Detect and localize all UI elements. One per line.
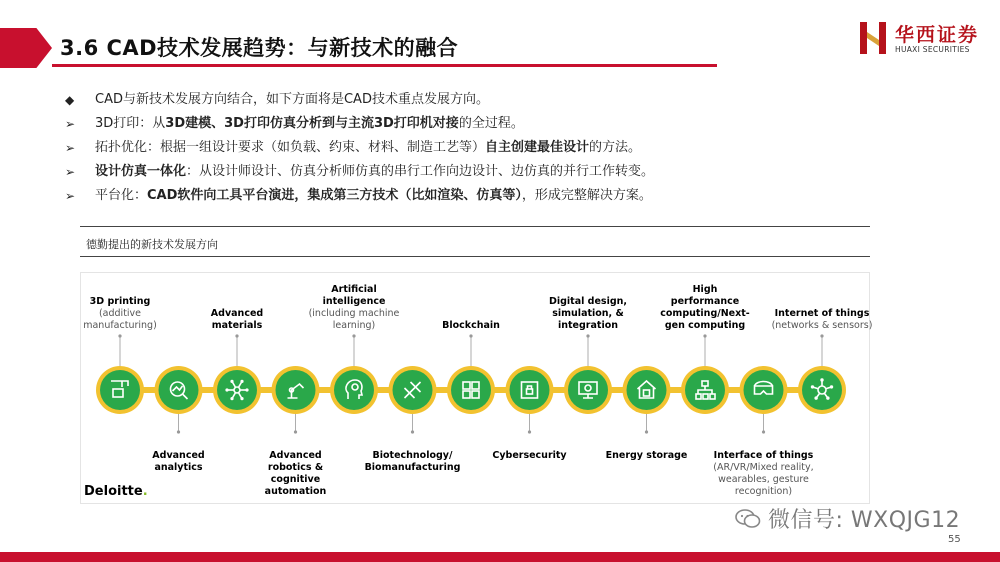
arrow-bullet-icon: ➢ — [65, 117, 76, 131]
node-subtitle: recognition) — [734, 486, 793, 497]
node-title: 3D printing — [89, 296, 151, 307]
connector-dot — [235, 334, 238, 337]
node-subtitle: (AR/VR/Mixed reality, — [713, 462, 814, 473]
node-disc — [568, 370, 608, 410]
node-title: Artificial — [331, 284, 377, 295]
connector-dot — [528, 430, 531, 433]
bullet-emphasis: 设计仿真一体化 — [95, 164, 187, 179]
node-disc — [802, 370, 842, 410]
node-label — [592, 450, 702, 462]
title-underline — [52, 64, 717, 67]
node-title: Interface of things — [713, 450, 814, 461]
bullet-plain-text: 的全过程。 — [458, 116, 524, 131]
connector-dot — [411, 430, 414, 433]
node-label — [416, 320, 526, 332]
node-title: intelligence — [322, 296, 386, 307]
node-disc — [100, 370, 140, 410]
node-title: materials — [211, 320, 263, 331]
node-label — [182, 308, 292, 332]
technology-node — [272, 366, 320, 434]
technology-node — [447, 334, 495, 414]
node-title: automation — [264, 486, 327, 497]
node-label — [475, 450, 585, 462]
technology-node — [96, 334, 144, 414]
node-title: simulation, & — [552, 308, 624, 319]
node-title: analytics — [154, 462, 203, 473]
node-subtitle: (including machine — [308, 308, 400, 319]
node-title: Advanced — [210, 308, 264, 319]
caption-bottom-rule — [80, 256, 870, 257]
node-label — [241, 450, 351, 498]
connector-dot — [645, 430, 648, 433]
technology-node — [389, 366, 437, 434]
node-label — [533, 296, 643, 332]
node-title: High — [692, 284, 718, 295]
node-title: performance — [670, 296, 740, 307]
node-title: gen computing — [664, 320, 746, 331]
connector-dot — [820, 334, 823, 337]
technology-node — [213, 334, 261, 414]
arrow-bullet-icon: ➢ — [65, 141, 76, 155]
technology-node — [155, 366, 203, 434]
bullet-item — [65, 136, 825, 160]
bullet-text — [95, 112, 524, 136]
node-label — [650, 284, 760, 332]
page-number: 55 — [948, 534, 961, 545]
connector-dot — [352, 334, 355, 337]
bullet-emphasis: CAD软件向工具平台演进，集成第三方技术（比如渲染、仿真等） — [147, 188, 522, 203]
technology-node — [564, 334, 612, 414]
connector-dot — [703, 334, 706, 337]
caption-top-rule — [80, 226, 870, 227]
node-label — [358, 450, 468, 474]
connector-dot — [177, 430, 180, 433]
node-title: Blockchain — [442, 320, 500, 331]
bullet-plain-text: ，形成完整解决方案。 — [521, 188, 652, 203]
node-title: Biotechnology/ — [372, 450, 453, 461]
wechat-watermark: 微信号: WXQJG12 — [768, 508, 961, 533]
arrow-bullet-icon: ➢ — [65, 165, 76, 179]
bullet-text — [95, 160, 654, 184]
node-disc — [217, 370, 257, 410]
technology-node — [740, 366, 788, 434]
technology-node — [681, 334, 729, 414]
bullet-plain-text: CAD与新技术发展方向结合，如下方面将是CAD技术重点发展方向。 — [95, 92, 489, 107]
node-label — [767, 308, 877, 332]
bullet-plain-text: 平台化： — [95, 188, 148, 203]
technology-node — [330, 334, 378, 414]
bullet-plain-text: 的方法。 — [589, 140, 642, 155]
node-subtitle: manufacturing) — [83, 320, 157, 331]
technology-node — [623, 366, 671, 434]
node-disc — [510, 370, 550, 410]
node-disc — [451, 370, 491, 410]
bullet-plain-text: 3D打印：从 — [95, 116, 166, 131]
node-label — [709, 450, 819, 498]
node-label — [299, 284, 409, 332]
slide-title: 3.6 CAD技术发展趋势：与新技术的融合 — [60, 36, 459, 60]
node-label — [65, 296, 175, 332]
title-accent-bar — [0, 28, 52, 68]
logo-chinese-name: 华西证券 — [895, 24, 980, 46]
bullet-list — [65, 88, 825, 208]
node-title: Advanced — [152, 450, 205, 461]
connector-dot — [294, 430, 297, 433]
node-subtitle: (additive — [98, 308, 142, 319]
connector-dot — [118, 334, 121, 337]
diamond-bullet-icon: ◆ — [65, 93, 75, 107]
connector-dot — [469, 334, 472, 337]
connector-dot — [586, 334, 589, 337]
deloitte-name: Deloitte — [84, 484, 143, 499]
technology-node — [506, 366, 554, 434]
bullet-emphasis: 3D建模、3D打印仿真分析到与主流3D打印机对接 — [165, 116, 459, 131]
node-title: Advanced — [269, 450, 322, 461]
company-logo — [858, 20, 988, 60]
node-subtitle: wearables, gesture — [718, 474, 809, 485]
bullet-text — [95, 88, 489, 112]
bullet-item — [65, 88, 825, 112]
node-title: integration — [558, 320, 618, 331]
technology-node — [798, 334, 846, 414]
node-title: Digital design, — [548, 296, 628, 307]
technology-timeline — [80, 272, 873, 504]
node-title: Internet of things — [774, 308, 870, 319]
node-subtitle: (networks & sensors) — [771, 320, 873, 331]
node-title: Biomanufacturing — [364, 462, 461, 473]
node-title: Energy storage — [605, 450, 688, 461]
wechat-icon — [735, 509, 761, 529]
logo-english-name: HUAXI SECURITIES — [895, 45, 970, 54]
node-disc — [276, 370, 316, 410]
node-title: cognitive — [270, 474, 321, 485]
node-title: Cybersecurity — [492, 450, 567, 461]
bullet-text — [95, 184, 652, 208]
bullet-item — [65, 112, 825, 136]
connector-dot — [762, 430, 765, 433]
arrow-bullet-icon: ➢ — [65, 189, 76, 203]
deloitte-brand — [84, 484, 148, 499]
figure-caption: 德勤提出的新技术发展方向 — [86, 238, 218, 251]
bullet-plain-text: 拓扑优化：根据一组设计要求（如负载、约束、材料、制造工艺等） — [95, 140, 486, 155]
huaxi-logo-mark-icon — [858, 20, 888, 56]
footer-bar — [0, 552, 1000, 562]
bullet-plain-text: ：从设计师设计、仿真分析师仿真的串行工作向边设计、边仿真的并行工作转变。 — [186, 164, 655, 179]
node-title: robotics & — [267, 462, 324, 473]
bullet-text — [95, 136, 641, 160]
bullet-emphasis: 自主创建最佳设计 — [485, 140, 590, 155]
node-subtitle: learning) — [332, 320, 376, 331]
deloitte-dot: . — [142, 484, 148, 499]
node-label — [124, 450, 234, 474]
bullet-item — [65, 184, 825, 208]
bullet-item — [65, 160, 825, 184]
node-title: computing/Next- — [660, 308, 750, 319]
